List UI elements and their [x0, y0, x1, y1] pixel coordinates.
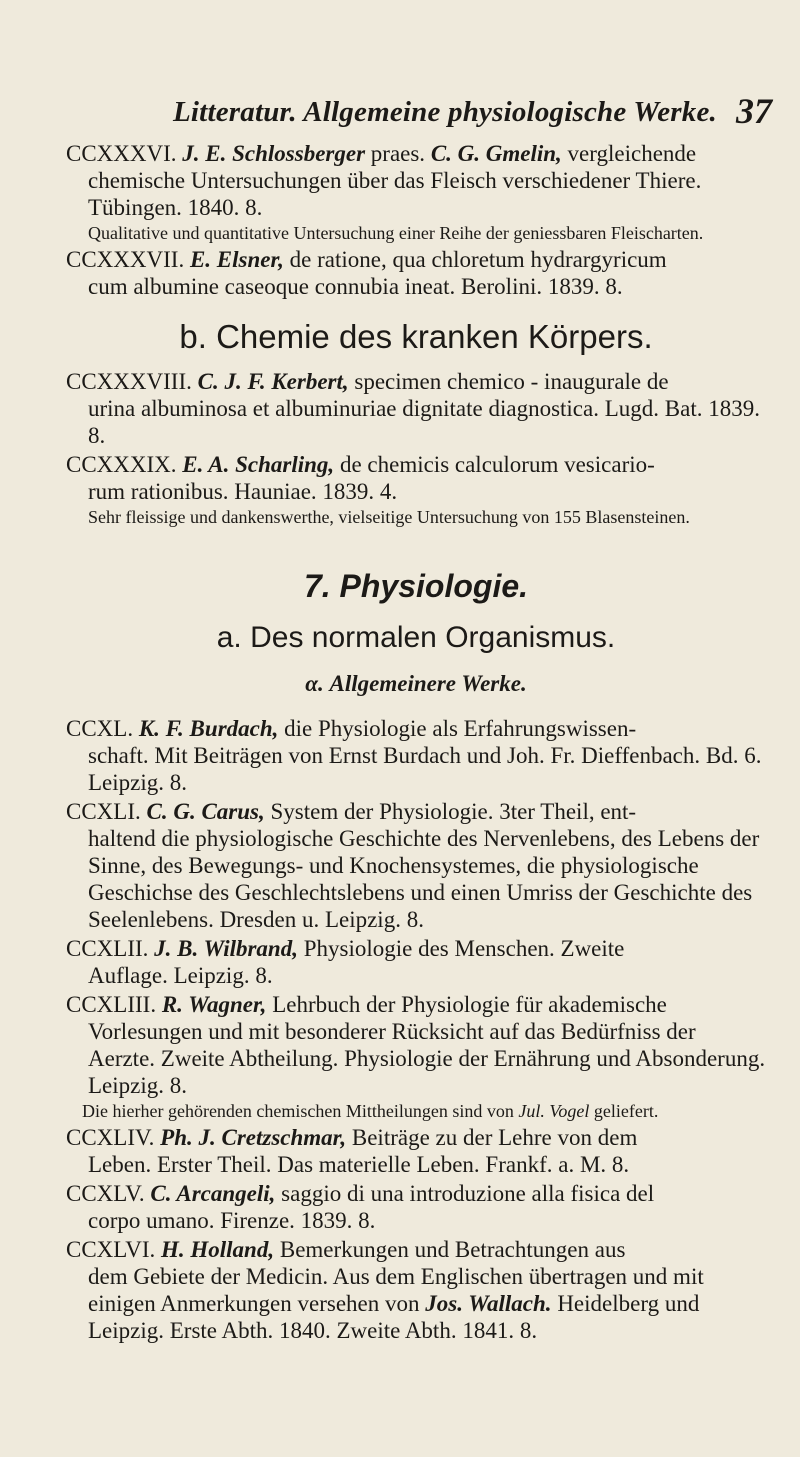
entry-continuation: urina albuminosa et albuminuriae dignitate diagnostica. Lugd. Bat. 1839. 8. [88, 396, 760, 448]
bib-entry [66, 1236, 766, 1344]
entry-note [66, 1101, 766, 1122]
entry-number: CCXLIV. [66, 1125, 155, 1150]
entry-number: CCXLI. [66, 799, 141, 824]
entry-text: Physiologie des Menschen. Zweite [297, 936, 625, 961]
entry-author-2: C. G. Gmelin, [430, 141, 562, 166]
entry-number: CCXL. [66, 716, 134, 741]
entry-author: J. B. Wilbrand, [154, 936, 298, 961]
entry-continuation: haltend die physiologische Geschichte des Nervenlebens, des Lebens der Sinne, des Bewegungs- und Knochensystemes, die physiologische Geschichse des Geschlechtslebens und einen Umriss der Geschichte des Seelenlebens. Dresden u. Leipzig. 8. [88, 826, 760, 932]
bib-entry [66, 1124, 766, 1178]
section-heading-7: 7. Physiologie. [303, 568, 529, 604]
section-heading-a: a. Des normalen Organismus. [216, 621, 616, 654]
entry-continuation [66, 1263, 766, 1344]
entry-text: de ratione, qua chloretum hydrargyricum [283, 247, 667, 272]
entry-author: E. A. Scharling, [182, 452, 335, 477]
bib-entry [66, 1180, 766, 1234]
entry-number: CCXXXVIII. [66, 369, 192, 394]
entry-author: R. Wagner, [161, 992, 267, 1017]
entry-continuation: Leben. Erster Theil. Das materielle Leben. Frankf. a. M. 8. [88, 1152, 630, 1177]
bibliography-content [66, 140, 766, 1344]
entry-text: System der Physiologie. 3ter Theil, ent- [264, 799, 637, 824]
entry-continuation: Auflage. Leipzig. 8. [88, 963, 273, 988]
entry-number: CCXLII. [66, 936, 149, 961]
entry-text: specimen chemico - inaugurale de [348, 369, 669, 394]
entry-number: CCXXXIX. [66, 452, 177, 477]
entry-note: Qualitative und quantitative Untersuchung einer Reihe der geniessbaren Fleischarten. [88, 223, 704, 243]
page-number: 37 [736, 91, 772, 131]
entry-text: de chemicis calculorum vesicario- [334, 452, 655, 477]
entry-number: CCXXXVII. [66, 247, 185, 272]
entry-note: Sehr fleissige und dankenswerthe, vielseitige Untersuchung von 155 Blasensteinen. [88, 507, 690, 527]
running-title: Litteratur. Allgemeine physiologische Werke. [173, 96, 717, 128]
entry-author: H. Holland, [161, 1237, 275, 1262]
entry-author: C. J. F. Kerbert, [197, 369, 349, 394]
entry-text: dem Gebiete der Medicin. Aus dem Englischen übertragen und mit einigen Anmerkungen versehen von [88, 1264, 704, 1316]
entry-text: saggio di una introduzione alla fisica del [275, 1181, 655, 1206]
bib-entry [66, 368, 766, 449]
entry-continuation: schaft. Mit Beiträgen von Ernst Burdach und Joh. Fr. Dieffenbach. Bd. 6. Leipzig. 8. [88, 743, 762, 795]
entry-text: die Physiologie als Erfahrungswissen- [278, 716, 637, 741]
bib-entry [66, 451, 766, 528]
bib-entry [66, 140, 766, 244]
entry-continuation: cum albumine caseoque connubia ineat. Berolini. 1839. 8. [88, 274, 623, 299]
running-header [0, 91, 800, 136]
bib-entry [66, 715, 766, 796]
bib-entry [66, 991, 766, 1122]
entry-author: C. Arcangeli, [150, 1181, 276, 1206]
bib-entry [66, 798, 766, 933]
entry-continuation: Vorlesungen und mit besonderer Rücksicht auf das Bedürfniss der Aerzte. Zweite Abtheilung. Physiologie der Ernährung und Absonderung. Leipzig. 8. [88, 1019, 766, 1098]
entry-text: praes. [365, 141, 431, 166]
entry-continuation: rum rationibus. Hauniae. 1839. 4. [88, 479, 398, 504]
entry-author: C. G. Carus, [146, 799, 265, 824]
entry-text: Heidelberg und Leipzig. Erste Abth. 1840. Zweite Abth. 1841. 8. [88, 1291, 700, 1343]
entry-number: CCXLIII. [66, 992, 157, 1017]
bib-entry [66, 935, 766, 989]
note-text: geliefert. [589, 1101, 659, 1121]
entry-author: Ph. J. Cretzschmar, [160, 1125, 347, 1150]
section-heading-alpha: α. Allgemeinere Werke. [305, 671, 527, 696]
bib-entry [66, 246, 766, 300]
entry-text: Beiträge zu der Lehre von dem [346, 1125, 638, 1150]
entry-number: CCXLV. [66, 1181, 145, 1206]
note-author: Jul. Vogel [518, 1101, 590, 1121]
entry-author: K. F. Burdach, [138, 716, 279, 741]
entry-continuation: chemische Untersuchungen über das Fleisch verschiedener Thiere. Tübingen. 1840. 8. [88, 168, 702, 220]
entry-author: J. E. Schlossberger [182, 141, 366, 166]
entry-text: Lehrbuch der Physiologie für akademische [266, 992, 667, 1017]
translator-name: Jos. Wallach. [425, 1291, 552, 1316]
entry-number: CCXLVI. [66, 1237, 156, 1262]
entry-author: E. Elsner, [189, 247, 284, 272]
entry-continuation: corpo umano. Firenze. 1839. 8. [88, 1208, 376, 1233]
entry-text: vergleichende [561, 141, 697, 166]
entry-text: Bemerkungen und Betrachtungen aus [274, 1237, 626, 1262]
note-text: Die hierher gehörenden chemischen Mittheilungen sind von [82, 1101, 519, 1121]
entry-number: CCXXXVI. [66, 141, 177, 166]
section-heading-b: b. Chemie des kranken Körpers. [179, 318, 653, 355]
